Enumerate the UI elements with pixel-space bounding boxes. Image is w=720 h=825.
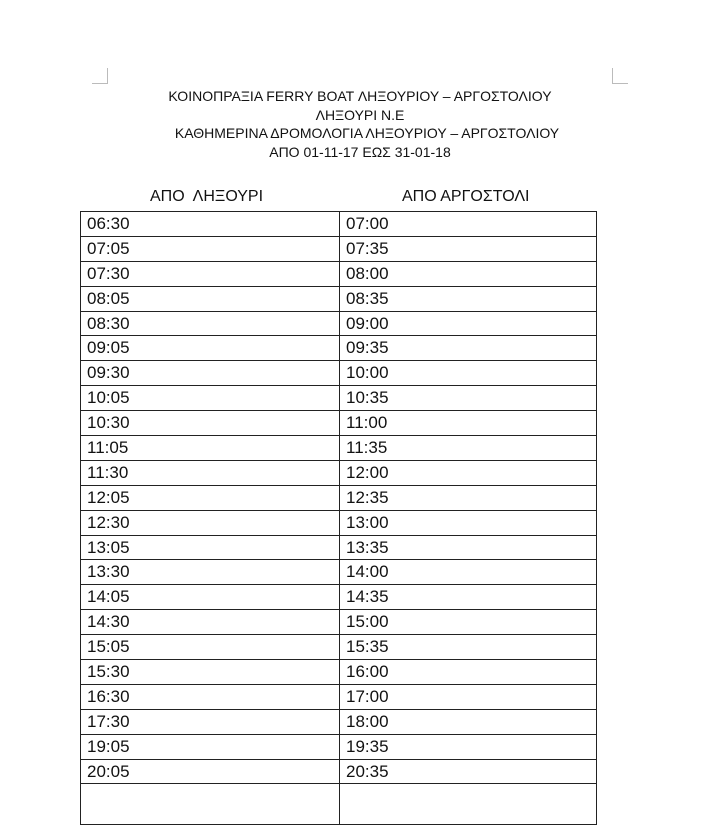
table-row <box>81 411 597 436</box>
table-row <box>81 510 597 535</box>
departure-lixouri-cell: 13:30 <box>81 560 340 585</box>
departure-lixouri-cell: 17:30 <box>81 709 340 734</box>
table-row <box>81 212 597 237</box>
departure-argostoli-cell: 13:00 <box>340 510 597 535</box>
departure-argostoli-cell: 09:35 <box>340 336 597 361</box>
departure-argostoli-cell: 18:00 <box>340 709 597 734</box>
document-header <box>0 87 720 161</box>
departure-lixouri-cell: 15:30 <box>81 660 340 685</box>
departure-lixouri-cell: 12:30 <box>81 510 340 535</box>
table-row <box>81 635 597 660</box>
departure-argostoli-cell: 10:35 <box>340 386 597 411</box>
departure-argostoli-cell: 20:35 <box>340 759 597 784</box>
departure-lixouri-cell: 11:05 <box>81 436 340 461</box>
table-row <box>81 759 597 784</box>
departure-lixouri-cell: 14:05 <box>81 585 340 610</box>
table-row <box>81 535 597 560</box>
departure-lixouri-cell: 19:05 <box>81 734 340 759</box>
header-location: ΛΗΞΟΥΡΙ Ν.Ε <box>315 106 405 123</box>
page-corner-mark-left <box>92 68 108 84</box>
departure-lixouri-cell: 15:05 <box>81 635 340 660</box>
departure-argostoli-cell: 16:00 <box>340 660 597 685</box>
header-company: ΚΟΙΝΟΠΡΑΞΙΑ FERRY BOAT ΛΗΞΟΥΡΙΟΥ – ΑΡΓΟΣΤΟΛΙΟΥ <box>168 88 552 104</box>
table-row <box>81 734 597 759</box>
empty-cell <box>340 784 597 825</box>
table-row <box>81 361 597 386</box>
departure-lixouri-cell: 16:30 <box>81 684 340 709</box>
departure-argostoli-cell: 08:00 <box>340 261 597 286</box>
departure-argostoli-cell: 14:35 <box>340 585 597 610</box>
schedule-table <box>80 211 597 825</box>
departure-lixouri-cell: 20:05 <box>81 759 340 784</box>
departure-lixouri-cell: 08:05 <box>81 286 340 311</box>
departure-lixouri-cell: 14:30 <box>81 610 340 635</box>
departure-lixouri-cell: 10:30 <box>81 411 340 436</box>
departure-argostoli-cell: 09:00 <box>340 311 597 336</box>
table-row <box>81 236 597 261</box>
table-row <box>81 560 597 585</box>
departure-lixouri-cell: 12:05 <box>81 485 340 510</box>
empty-cell <box>81 784 340 825</box>
table-row <box>81 460 597 485</box>
header-period: ΑΠΟ 01-11-17 ΕΩΣ 31-01-18 <box>269 143 451 160</box>
departure-lixouri-cell: 08:30 <box>81 311 340 336</box>
table-row <box>81 261 597 286</box>
departure-argostoli-cell: 15:35 <box>340 635 597 660</box>
table-row <box>81 286 597 311</box>
table-row <box>81 610 597 635</box>
departure-argostoli-cell: 10:00 <box>340 361 597 386</box>
departure-lixouri-cell: 06:30 <box>81 212 340 237</box>
table-row-empty <box>81 784 597 825</box>
departure-argostoli-cell: 15:00 <box>340 610 597 635</box>
table-row <box>81 311 597 336</box>
departure-lixouri-cell: 07:05 <box>81 236 340 261</box>
table-row <box>81 386 597 411</box>
departure-argostoli-cell: 08:35 <box>340 286 597 311</box>
departure-argostoli-cell: 12:35 <box>340 485 597 510</box>
column-header-argostoli: ΑΠΟ ΑΡΓΟΣΤΟΛΙ <box>402 188 530 205</box>
departure-argostoli-cell: 07:00 <box>340 212 597 237</box>
header-title: ΚΑΘΗΜΕΡΙΝΑ ΔΡΟΜΟΛΟΓΙΑ ΛΗΞΟΥΡΙΟΥ – ΑΡΓΟΣΤΟΛΙΟΥ <box>174 125 560 141</box>
table-row <box>81 684 597 709</box>
departure-argostoli-cell: 17:00 <box>340 684 597 709</box>
departure-argostoli-cell: 12:00 <box>340 460 597 485</box>
column-header-lixouri: ΑΠΟ ΛΗΞΟΥΡΙ <box>150 188 264 205</box>
departure-lixouri-cell: 07:30 <box>81 261 340 286</box>
departure-lixouri-cell: 11:30 <box>81 460 340 485</box>
page-corner-mark-right <box>612 68 628 84</box>
departure-lixouri-cell: 13:05 <box>81 535 340 560</box>
table-row <box>81 585 597 610</box>
departure-argostoli-cell: 19:35 <box>340 734 597 759</box>
departure-argostoli-cell: 13:35 <box>340 535 597 560</box>
table-row <box>81 336 597 361</box>
table-row <box>81 436 597 461</box>
departure-argostoli-cell: 11:35 <box>340 436 597 461</box>
table-row <box>81 485 597 510</box>
table-row <box>81 709 597 734</box>
departure-lixouri-cell: 09:30 <box>81 361 340 386</box>
departure-argostoli-cell: 07:35 <box>340 236 597 261</box>
departure-lixouri-cell: 10:05 <box>81 386 340 411</box>
departure-argostoli-cell: 11:00 <box>340 411 597 436</box>
departure-argostoli-cell: 14:00 <box>340 560 597 585</box>
departure-lixouri-cell: 09:05 <box>81 336 340 361</box>
table-row <box>81 660 597 685</box>
